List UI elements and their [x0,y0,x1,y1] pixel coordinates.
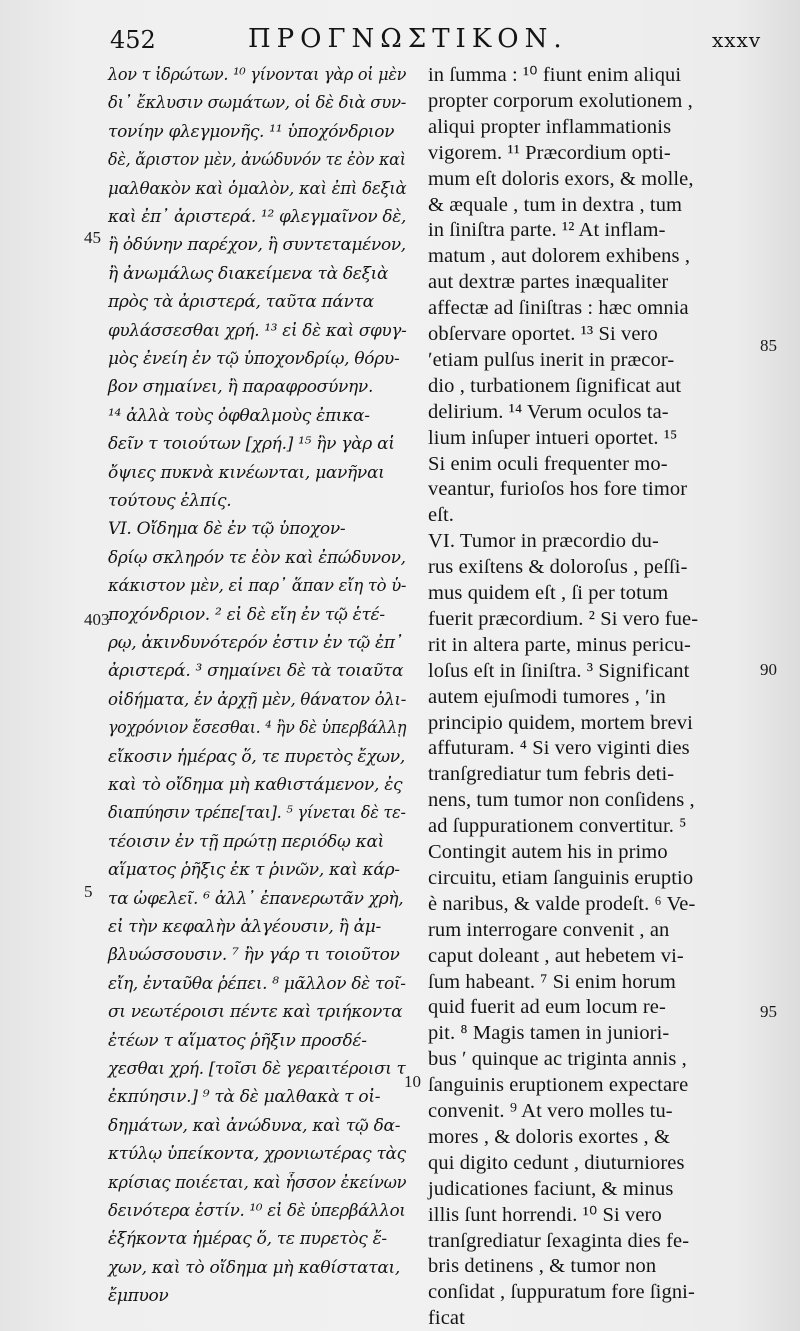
greek-text-line: ἔμπυον [108,1286,169,1307]
latin-text-line: veantur, furioſos hos fore timor [428,478,688,501]
greek-text-line: καὶ τὸ οἴδημα μὴ καθιστάμενον, ἐς [108,775,403,795]
latin-text-line: lium inſuper intueri oportet. ¹⁵ [428,426,678,449]
margin-line-number: 45 [84,228,101,247]
greek-text-line: λον τ ἰδρώτων. ¹⁰ γίνονται γὰρ οἱ μὲν [108,65,407,85]
latin-text-line: è naribus, & valde prodeſt. ⁶ Ve- [428,892,696,915]
greek-text-line: χεσθαι χρή. [τοῖσι δὲ γεραιτέροισι τ [108,1059,406,1079]
greek-text-line: δρίῳ σκληρόν τε ἐὸν καὶ ἐπώδυνον, [108,547,406,568]
latin-text-line: dio , turbationem ſignificat aut [428,374,682,397]
greek-text-line: κτύλῳ ὑπείκοντα, χρονιωτέρας τὰς [108,1144,406,1165]
latin-text-line: VI. Tumor in præcordio du- [428,530,659,553]
running-header [0,22,800,58]
greek-text-line: VI. Οἴδημα δὲ ἐν τῷ ὑποχον- [108,519,346,540]
latin-text-line: qui digito cedunt , diuturniores [428,1151,685,1174]
margin-line-number: 90 [760,660,777,679]
greek-text-line: δι᾽ ἔκλυσιν σωμάτων, οἱ δὲ διὰ συν- [108,93,407,114]
latin-text-line: affuturam. ⁴ Si vero viginti dies [428,737,690,760]
greek-text-line: ἐκπύησιν.] ⁹ τὰ δὲ μαλθακὰ τ οἰ- [108,1087,381,1108]
latin-text-line: quid fuerit ad eum locum re- [428,996,666,1019]
greek-text-line: δημάτων, καὶ ἀνώδυνα, καὶ τῷ δα- [108,1115,401,1136]
latin-text-line: bus ʹ quinque ac triginta annis , [428,1048,687,1071]
greek-text-line: φυλάσσεσθαι χρή. ¹³ εἰ δὲ καὶ σφυγ- [108,320,407,341]
greek-text-line: πρὸς τὰ ἀριστερά, ταῦτα πάντα [108,292,374,313]
latin-text-line: eſt. [428,504,455,527]
greek-text-line: ἢ ἀνωμάλως διακείμενα τὰ δεξιὰ [108,263,389,284]
margin-line-number: 95 [760,1002,777,1021]
latin-text-line: conſidat , ſuppuratum fore ſigni- [428,1281,695,1304]
greek-text-line: καὶ ἐπ᾽ ἀριστερά. ¹² φλεγμαῖνον δὲ, [108,207,407,227]
latin-text-line: rit in altera parte, minus pericu- [428,633,691,656]
signature-mark: xxxv [712,28,762,52]
latin-text-line: delirium. ¹⁴ Verum oculos ta- [428,400,669,423]
latin-text-line: ad ſuppurationem convertitur. ⁵ [428,815,687,838]
margin-line-number: 85 [760,336,777,355]
greek-text-line: τα ὠφελεῖ. ⁶ ἀλλ᾽ ἐπανερωτᾶν χρὴ, [108,888,404,909]
latin-text-line: tranſgrediatur ſexaginta dies fe- [428,1229,690,1252]
running-title: ΠΡΟΓΝΩΣΤΙΚΟΝ. [248,24,568,54]
latin-text-line: ʹetiam pulſus inerit in præcor- [428,348,675,371]
greek-text-line: διαπύησιν τρέπε[ται]. ⁵ γίνεται δὲ τε- [108,803,406,824]
greek-text-line: μαλθακὸν καὶ ὁμαλὸν, καὶ ἐπὶ δεξιὰ [108,178,407,199]
margin-line-number: 10 [404,1072,421,1091]
greek-text-line: ἑξήκοντα ἡμέρας ὅ, τε πυρετὸς ἔ- [108,1229,387,1250]
greek-text-line: εἴη, ἐνταῦθα ῥέπει. ⁸ μᾶλλον δὲ τοῖ- [108,973,406,994]
latin-text-line: & æquale , tum in dextra , tum [428,193,683,216]
greek-text-line: δεινότερα ἐστίν. ¹⁰ εἰ δὲ ὑπερβάλλοι [108,1201,406,1221]
greek-text-line: ἀριστερά. ³ σημαίνει δὲ τὰ τοιαῦτα [108,661,404,682]
greek-text-line: βον σημαίνει, ἢ παραφροσύνην. [108,377,374,398]
latin-text-line: bris detinens , & tumor non [428,1255,657,1278]
greek-text-line: γοχρόνιον ἔσεσθαι. ⁴ ἢν δὲ ὑπερβάλλῃ [108,718,407,739]
greek-text-line: σι νεωτέροισι πέντε καὶ τριήκοντα [108,1002,403,1023]
latin-text-line: in ſiniſtra parte. ¹² At inflam- [428,219,666,242]
latin-text-line: obſervare oportet. ¹³ Si vero [428,323,658,345]
latin-text-line: Si enim oculi frequenter mo- [428,452,668,475]
greek-text-line: αἵματος ῥῆξις ἐκ τ ῥινῶν, καὶ κάρ- [108,860,400,881]
greek-text-line: τούτους ἐλπίς. [108,491,232,511]
latin-text-line: illis ſunt horrendi. ¹⁰ Si vero [428,1203,662,1226]
latin-text-line: rus exiſtens & doloroſus , peſſi- [428,556,688,579]
latin-text-line: loſus eſt in ſiniſtra. ³ Significant [428,659,690,682]
latin-text-line: aut dextræ partes inæqualiter [428,271,669,294]
latin-text-line: propter corporum exolutionem , [428,89,693,112]
greek-text-line: ἢ ὀδύνην παρέχον, ἢ συντεταμένον, [108,235,406,256]
greek-text-line: ρῳ, ἀκινδυνότερόν ἐστιν ἐν τῷ ἐπ᾽ [108,633,403,653]
latin-text-line: caput doleant , aut hebetem vi- [428,944,684,967]
latin-text-line: Contingit autem his in primo [428,841,668,863]
greek-text-line: τονίην φλεγμονῆς. ¹¹ ὑποχόνδριον [108,121,395,142]
latin-text-line: circuitu, etiam ſanguinis eruptio [428,866,694,889]
greek-text-line: δὲ, ἄριστον μὲν, ἀνώδυνόν τε ἐὸν καὶ [108,150,406,171]
greek-text-line: εἰ τὴν κεφαλὴν ἀλγέουσιν, ἢ ἀμ- [108,917,381,937]
greek-text-line: δεῖν τ τοιούτων [χρή.] ¹⁵ ἢν γὰρ αἱ [108,434,395,455]
latin-text-line: aliqui propter inflammationis [428,115,672,138]
greek-text-line: χων, καὶ τὸ οἴδημα μὴ καθίσταται, [108,1257,401,1278]
latin-text-line: fuerit præcordium. ² Si vero fue- [428,607,699,630]
latin-text-line: vigorem. ¹¹ Præcordium opti- [428,141,671,164]
latin-text-line: autem ejuſmodi tumores , ʹin [428,685,666,708]
greek-text-line: κρίσιας ποιέεται, καὶ ἧσσον ἐκείνων [108,1172,407,1193]
latin-text-column [428,62,768,1330]
margin-line-number: 403 [84,610,110,629]
latin-text-line: pit. ⁸ Magis tamen in juniori- [428,1022,670,1045]
latin-text-line: ſanguinis eruptionem expectare [428,1074,689,1097]
page-number: 452 [110,26,156,54]
latin-text-line: mum eſt doloris exors, & molle, [428,167,694,190]
latin-text-line: mus quidem eſt , ſi per totum [428,582,669,604]
greek-text-line: εἴκοσιν ἡμέρας ὅ, τε πυρετὸς ἔχων, [108,746,405,767]
latin-text-line: judicationes faciunt, & minus [428,1177,674,1200]
latin-text-line: in ſumma : ¹⁰ fiunt enim aliqui [428,64,682,86]
latin-text-line: principio quidem, mortem brevi [428,711,693,734]
greek-text-line: βλυώσσουσιν. ⁷ ἢν γάρ τι τοιοῦτον [108,945,400,966]
greek-text-line: τέοισιν ἐν τῇ πρώτῃ περιόδῳ καὶ [108,831,384,852]
latin-text-line: matum , aut dolorem exhibens , [428,245,691,268]
latin-text-line: convenit. ⁹ At vero molles tu- [428,1100,673,1122]
latin-text-line: tranſgrediatur tum febris deti- [428,763,675,786]
greek-text-line: μὸς ἐνείη ἐν τῷ ὑποχονδρίῳ, θόρυ- [108,349,400,369]
latin-text-line: ſum habeant. ⁷ Si enim horum [428,970,676,993]
greek-text-line: ἐτέων τ αἵματος ῥῆξιν προσδέ- [108,1030,367,1051]
greek-text-column [108,62,408,1322]
greek-text-line: ποχόνδριον. ² εἰ δὲ εἴη ἐν τῷ ἑτέ- [108,604,385,625]
greek-text-line: ¹⁴ ἀλλὰ τοὺς ὀφθαλμοὺς ἐπικα- [108,405,370,426]
latin-text-line: mores , & doloris exortes , & [428,1125,671,1148]
greek-text-line: ὄψιες πυκνὰ κινέωνται, μανῆναι [108,462,385,483]
latin-text-line: nens, tum tumor non conſidens , [428,789,695,812]
latin-text-line: ficat [428,1307,465,1330]
latin-text-line: affectæ ad ſiniſtras : hæc omnia [428,297,689,320]
margin-line-number: 5 [84,882,93,901]
greek-text-line: κάκιστον μὲν, εἰ παρ᾽ ἅπαν εἴη τὸ ὑ- [108,576,407,597]
latin-text-line: rum interrogare convenit , an [428,918,670,941]
greek-text-line: οἰδήματα, ἐν ἀρχῇ μὲν, θάνατον ὀλι- [108,689,407,710]
